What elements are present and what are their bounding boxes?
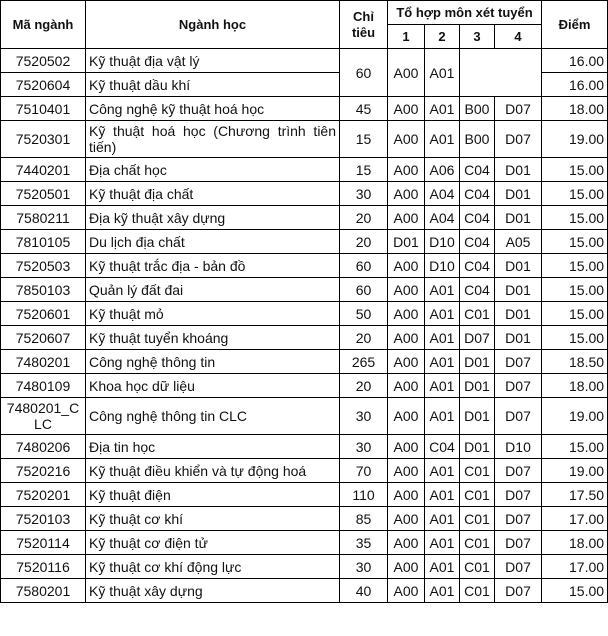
major-name: Kỹ thuật hoá học (Chương trình tiên tiến) [86, 121, 340, 158]
major-name: Kỹ thuật trắc địa - bản đồ [86, 254, 340, 278]
major-name: Kỹ thuật địa vật lý [86, 49, 340, 73]
quota-value: 45 [340, 97, 388, 121]
combo-3: C01 [460, 531, 495, 555]
combo-3: D01 [460, 374, 495, 398]
combo-1: A00 [388, 374, 425, 398]
major-code: 7520116 [1, 555, 86, 579]
major-name: Công nghệ thông tin [86, 350, 340, 374]
combo-1: A00 [388, 97, 425, 121]
major-code: 7510401 [1, 97, 86, 121]
score-value: 18.50 [542, 350, 608, 374]
score-value: 17.00 [542, 555, 608, 579]
table-row [1, 398, 608, 435]
combo-2: A01 [425, 121, 460, 158]
header-combo-2: 2 [425, 25, 460, 49]
combo-1: A00 [388, 254, 425, 278]
major-code: 7580211 [1, 206, 86, 230]
combo-4: D01 [495, 302, 542, 326]
major-name: Địa kỹ thuật xây dựng [86, 206, 340, 230]
score-value: 15.00 [542, 278, 608, 302]
combo-3: C01 [460, 507, 495, 531]
table-row [1, 158, 608, 182]
combo-4: D07 [495, 97, 542, 121]
table-row [1, 206, 608, 230]
combo-2: C04 [425, 435, 460, 459]
combo-3: C04 [460, 278, 495, 302]
major-name: Kỹ thuật cơ điện tử [86, 531, 340, 555]
header-quota: Chỉ tiêu [340, 1, 388, 49]
combo-1: D01 [388, 230, 425, 254]
combo-3: C01 [460, 302, 495, 326]
score-value: 18.00 [542, 97, 608, 121]
quota-value: 30 [340, 182, 388, 206]
score-value: 15.00 [542, 206, 608, 230]
score-value: 15.00 [542, 579, 608, 603]
combo-1: A00 [388, 459, 425, 483]
combo-4: D07 [495, 507, 542, 531]
combo-4: D01 [495, 326, 542, 350]
table-row [1, 302, 608, 326]
table-row [1, 531, 608, 555]
major-code: 7520216 [1, 459, 86, 483]
major-code: 7520103 [1, 507, 86, 531]
major-code: 7480206 [1, 435, 86, 459]
score-value: 16.00 [542, 73, 608, 97]
combo-3: D07 [460, 326, 495, 350]
combo-4: D01 [495, 182, 542, 206]
table-row [1, 278, 608, 302]
combo-4: D01 [495, 158, 542, 182]
major-name: Kỹ thuật điện [86, 483, 340, 507]
quota-value: 15 [340, 158, 388, 182]
combo-2: A01 [425, 49, 460, 97]
combo-4: D01 [495, 278, 542, 302]
combo-2: D10 [425, 254, 460, 278]
quota-value: 60 [340, 254, 388, 278]
combo-2: A04 [425, 206, 460, 230]
table-row [1, 97, 608, 121]
score-value: 15.00 [542, 230, 608, 254]
table-row [1, 254, 608, 278]
combo-4: D01 [495, 206, 542, 230]
major-name: Du lịch địa chất [86, 230, 340, 254]
major-name: Kỹ thuật cơ khí động lực [86, 555, 340, 579]
combo-3: C04 [460, 206, 495, 230]
combo-1: A00 [388, 435, 425, 459]
quota-value: 50 [340, 302, 388, 326]
major-code: 7520114 [1, 531, 86, 555]
combo-1: A00 [388, 555, 425, 579]
major-name: Kỹ thuật mỏ [86, 302, 340, 326]
combo-2: A04 [425, 182, 460, 206]
combo-2: D10 [425, 230, 460, 254]
table-row [1, 182, 608, 206]
combo-4: D07 [495, 350, 542, 374]
quota-value: 20 [340, 230, 388, 254]
combo-1: A00 [388, 326, 425, 350]
major-code: 7480201 [1, 350, 86, 374]
major-name: Kỹ thuật cơ khí [86, 507, 340, 531]
score-value: 16.00 [542, 49, 608, 73]
major-code: 7520601 [1, 302, 86, 326]
combo-2: A01 [425, 459, 460, 483]
combo-2: A01 [425, 374, 460, 398]
combo-3: C01 [460, 555, 495, 579]
score-value: 15.00 [542, 254, 608, 278]
quota-value: 60 [340, 49, 388, 97]
combo-2: A01 [425, 278, 460, 302]
major-name: Kỹ thuật tuyển khoáng [86, 326, 340, 350]
score-value: 17.00 [542, 507, 608, 531]
table-row [1, 49, 608, 73]
combo-4: D01 [495, 254, 542, 278]
combo-2: A01 [425, 302, 460, 326]
combo-1: A00 [388, 579, 425, 603]
combo-4: A05 [495, 230, 542, 254]
combo-empty [460, 49, 542, 97]
major-name: Công nghệ thông tin CLC [86, 398, 340, 435]
quota-value: 85 [340, 507, 388, 531]
combo-4: D10 [495, 435, 542, 459]
quota-value: 60 [340, 278, 388, 302]
combo-1: A00 [388, 182, 425, 206]
combo-2: A01 [425, 326, 460, 350]
table-row [1, 350, 608, 374]
score-value: 15.00 [542, 435, 608, 459]
header-combo-group: Tổ hợp môn xét tuyển [388, 1, 542, 25]
header-combo-4: 4 [495, 25, 542, 49]
quota-value: 15 [340, 121, 388, 158]
table-row [1, 507, 608, 531]
combo-3: C01 [460, 459, 495, 483]
table-row [1, 230, 608, 254]
major-name: Kỹ thuật địa chất [86, 182, 340, 206]
major-code: 7440201 [1, 158, 86, 182]
quota-value: 30 [340, 398, 388, 435]
quota-value: 40 [340, 579, 388, 603]
major-name: Kỹ thuật dầu khí [86, 73, 340, 97]
major-name: Địa chất học [86, 158, 340, 182]
table-row [1, 483, 608, 507]
quota-value: 20 [340, 374, 388, 398]
combo-4: D07 [495, 398, 542, 435]
combo-3: B00 [460, 97, 495, 121]
combo-3: C01 [460, 579, 495, 603]
combo-1: A00 [388, 302, 425, 326]
major-code: 7850103 [1, 278, 86, 302]
score-value: 18.00 [542, 374, 608, 398]
combo-3: C01 [460, 483, 495, 507]
combo-4: D07 [495, 459, 542, 483]
combo-3: D01 [460, 350, 495, 374]
header-score: Điểm [542, 1, 608, 49]
combo-1: A00 [388, 531, 425, 555]
major-code: 7480201_CLC [1, 398, 86, 435]
combo-3: D01 [460, 398, 495, 435]
major-code: 7520201 [1, 483, 86, 507]
combo-4: D07 [495, 374, 542, 398]
score-value: 15.00 [542, 182, 608, 206]
quota-value: 30 [340, 555, 388, 579]
major-code: 7520501 [1, 182, 86, 206]
combo-1: A00 [388, 158, 425, 182]
major-code: 7520503 [1, 254, 86, 278]
combo-4: D07 [495, 121, 542, 158]
combo-1: A00 [388, 206, 425, 230]
combo-1: A00 [388, 398, 425, 435]
quota-value: 70 [340, 459, 388, 483]
quota-value: 35 [340, 531, 388, 555]
combo-3: C04 [460, 182, 495, 206]
quota-value: 20 [340, 326, 388, 350]
score-value: 19.00 [542, 121, 608, 158]
combo-3: C04 [460, 230, 495, 254]
combo-2: A01 [425, 555, 460, 579]
score-value: 18.00 [542, 531, 608, 555]
combo-2: A01 [425, 531, 460, 555]
header-combo-3: 3 [460, 25, 495, 49]
quota-value: 110 [340, 483, 388, 507]
combo-2: A01 [425, 507, 460, 531]
combo-1: A00 [388, 121, 425, 158]
table-row [1, 555, 608, 579]
score-value: 15.00 [542, 326, 608, 350]
combo-3: B00 [460, 121, 495, 158]
combo-2: A01 [425, 579, 460, 603]
header-major: Ngành học [86, 1, 340, 49]
table-row [1, 374, 608, 398]
combo-4: D07 [495, 579, 542, 603]
combo-2: A01 [425, 483, 460, 507]
combo-1: A00 [388, 483, 425, 507]
combo-3: C04 [460, 254, 495, 278]
score-value: 19.00 [542, 398, 608, 435]
combo-2: A01 [425, 350, 460, 374]
combo-4: D07 [495, 483, 542, 507]
major-code: 7520604 [1, 73, 86, 97]
major-name: Công nghệ kỹ thuật hoá học [86, 97, 340, 121]
table-row [1, 435, 608, 459]
combo-4: D07 [495, 531, 542, 555]
combo-1: A00 [388, 49, 425, 97]
major-name: Kỹ thuật xây dựng [86, 579, 340, 603]
major-code: 7580201 [1, 579, 86, 603]
major-code: 7520502 [1, 49, 86, 73]
combo-2: A06 [425, 158, 460, 182]
quota-value: 30 [340, 435, 388, 459]
major-code: 7810105 [1, 230, 86, 254]
major-name: Địa tin học [86, 435, 340, 459]
table-row [1, 326, 608, 350]
score-value: 19.00 [542, 459, 608, 483]
header-code: Mã ngành [1, 1, 86, 49]
major-name: Khoa học dữ liệu [86, 374, 340, 398]
table-row [1, 121, 608, 158]
score-value: 17.50 [542, 483, 608, 507]
combo-3: D01 [460, 435, 495, 459]
score-value: 15.00 [542, 302, 608, 326]
header-combo-1: 1 [388, 25, 425, 49]
combo-2: A01 [425, 97, 460, 121]
major-code: 7520301 [1, 121, 86, 158]
quota-value: 20 [340, 206, 388, 230]
quota-value: 265 [340, 350, 388, 374]
major-code: 7520607 [1, 326, 86, 350]
combo-1: A00 [388, 278, 425, 302]
combo-4: D07 [495, 555, 542, 579]
table-row [1, 579, 608, 603]
major-name: Kỹ thuật điều khiển và tự động hoá [86, 459, 340, 483]
combo-1: A00 [388, 350, 425, 374]
combo-3: C04 [460, 158, 495, 182]
major-code: 7480109 [1, 374, 86, 398]
combo-2: A01 [425, 398, 460, 435]
combo-1: A00 [388, 507, 425, 531]
major-name: Quản lý đất đai [86, 278, 340, 302]
score-value: 15.00 [542, 158, 608, 182]
table-row [1, 459, 608, 483]
